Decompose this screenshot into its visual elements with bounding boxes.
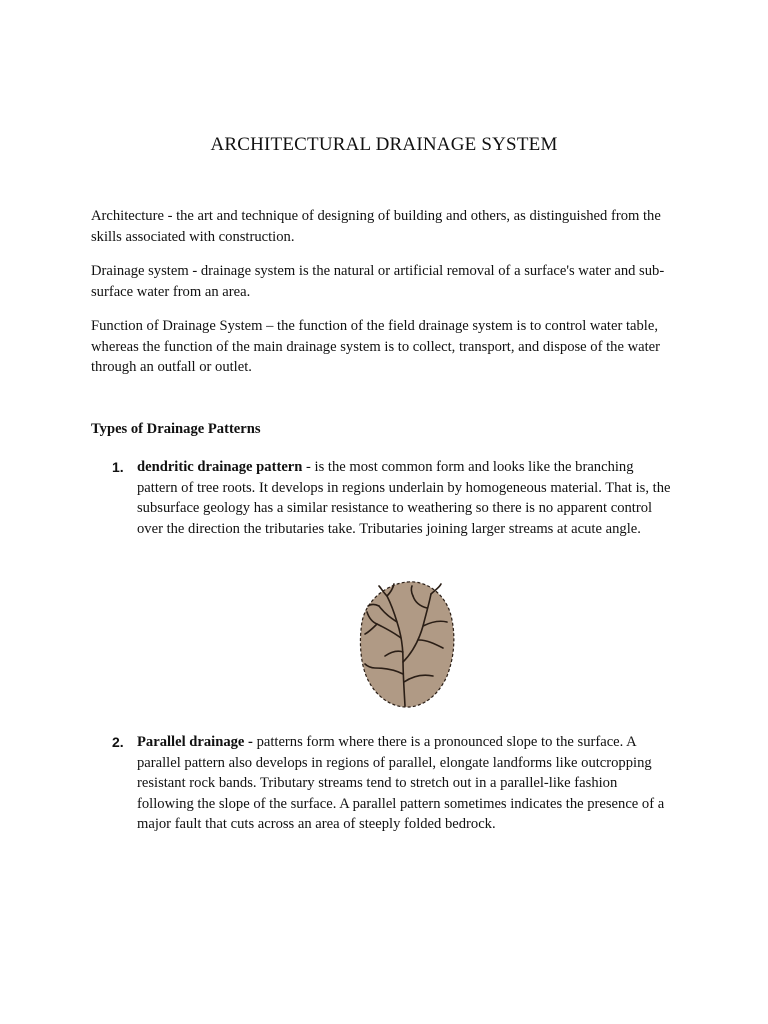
list-item-body [137, 457, 672, 539]
drainage-basin-outline [360, 582, 453, 707]
list-number: 1. [112, 459, 124, 475]
section-heading: Types of Drainage Patterns [91, 421, 261, 437]
list-item-dendritic [112, 457, 672, 539]
list-item-description: patterns form where there is a pronounced slope to the surface. A parallel pattern also develops in regions of parallel, elongate landforms like outcropping resistant rock bands. Tributary streams tend to stretch out in a parallel-like fashion following the slope of the surface. A parallel pattern sometimes indicates the presence of a major fault that cuts across an area of steeply folded bedrock. [137, 734, 665, 832]
dendritic-pattern-figure [357, 578, 457, 715]
list-item-description: - is the most common form and looks like the branching pattern of tree roots. It develops in regions underlain by homogeneous material. That is, the subsurface geology has a similar resistance to weathering so there is no apparent control over the direction the tributaries take. Tributaries joining larger streams at acute angle. [137, 459, 671, 537]
paragraph-drainage-system: Drainage system - drainage system is the natural or artificial removal of a surface's water and sub-surface water from an area. [91, 263, 665, 300]
list-number: 2. [112, 734, 124, 750]
paragraph-function: Function of Drainage System – the function of the field drainage system is to control water table, whereas the function of the main drainage system is to collect, transport, and dispose of the water through an outfall or outlet. [91, 318, 660, 375]
list-item-parallel [112, 732, 672, 835]
dendritic-pattern-illustration [357, 578, 457, 710]
list-item-term: dendritic drainage pattern [137, 459, 303, 475]
page-title: ARCHITECTURAL DRAINAGE SYSTEM [210, 134, 558, 155]
list-item-term: Parallel drainage - [137, 734, 253, 750]
list-item-body [137, 732, 672, 835]
paragraph-architecture: Architecture - the art and technique of designing of building and others, as distinguished from the skills associated with construction. [91, 208, 661, 245]
